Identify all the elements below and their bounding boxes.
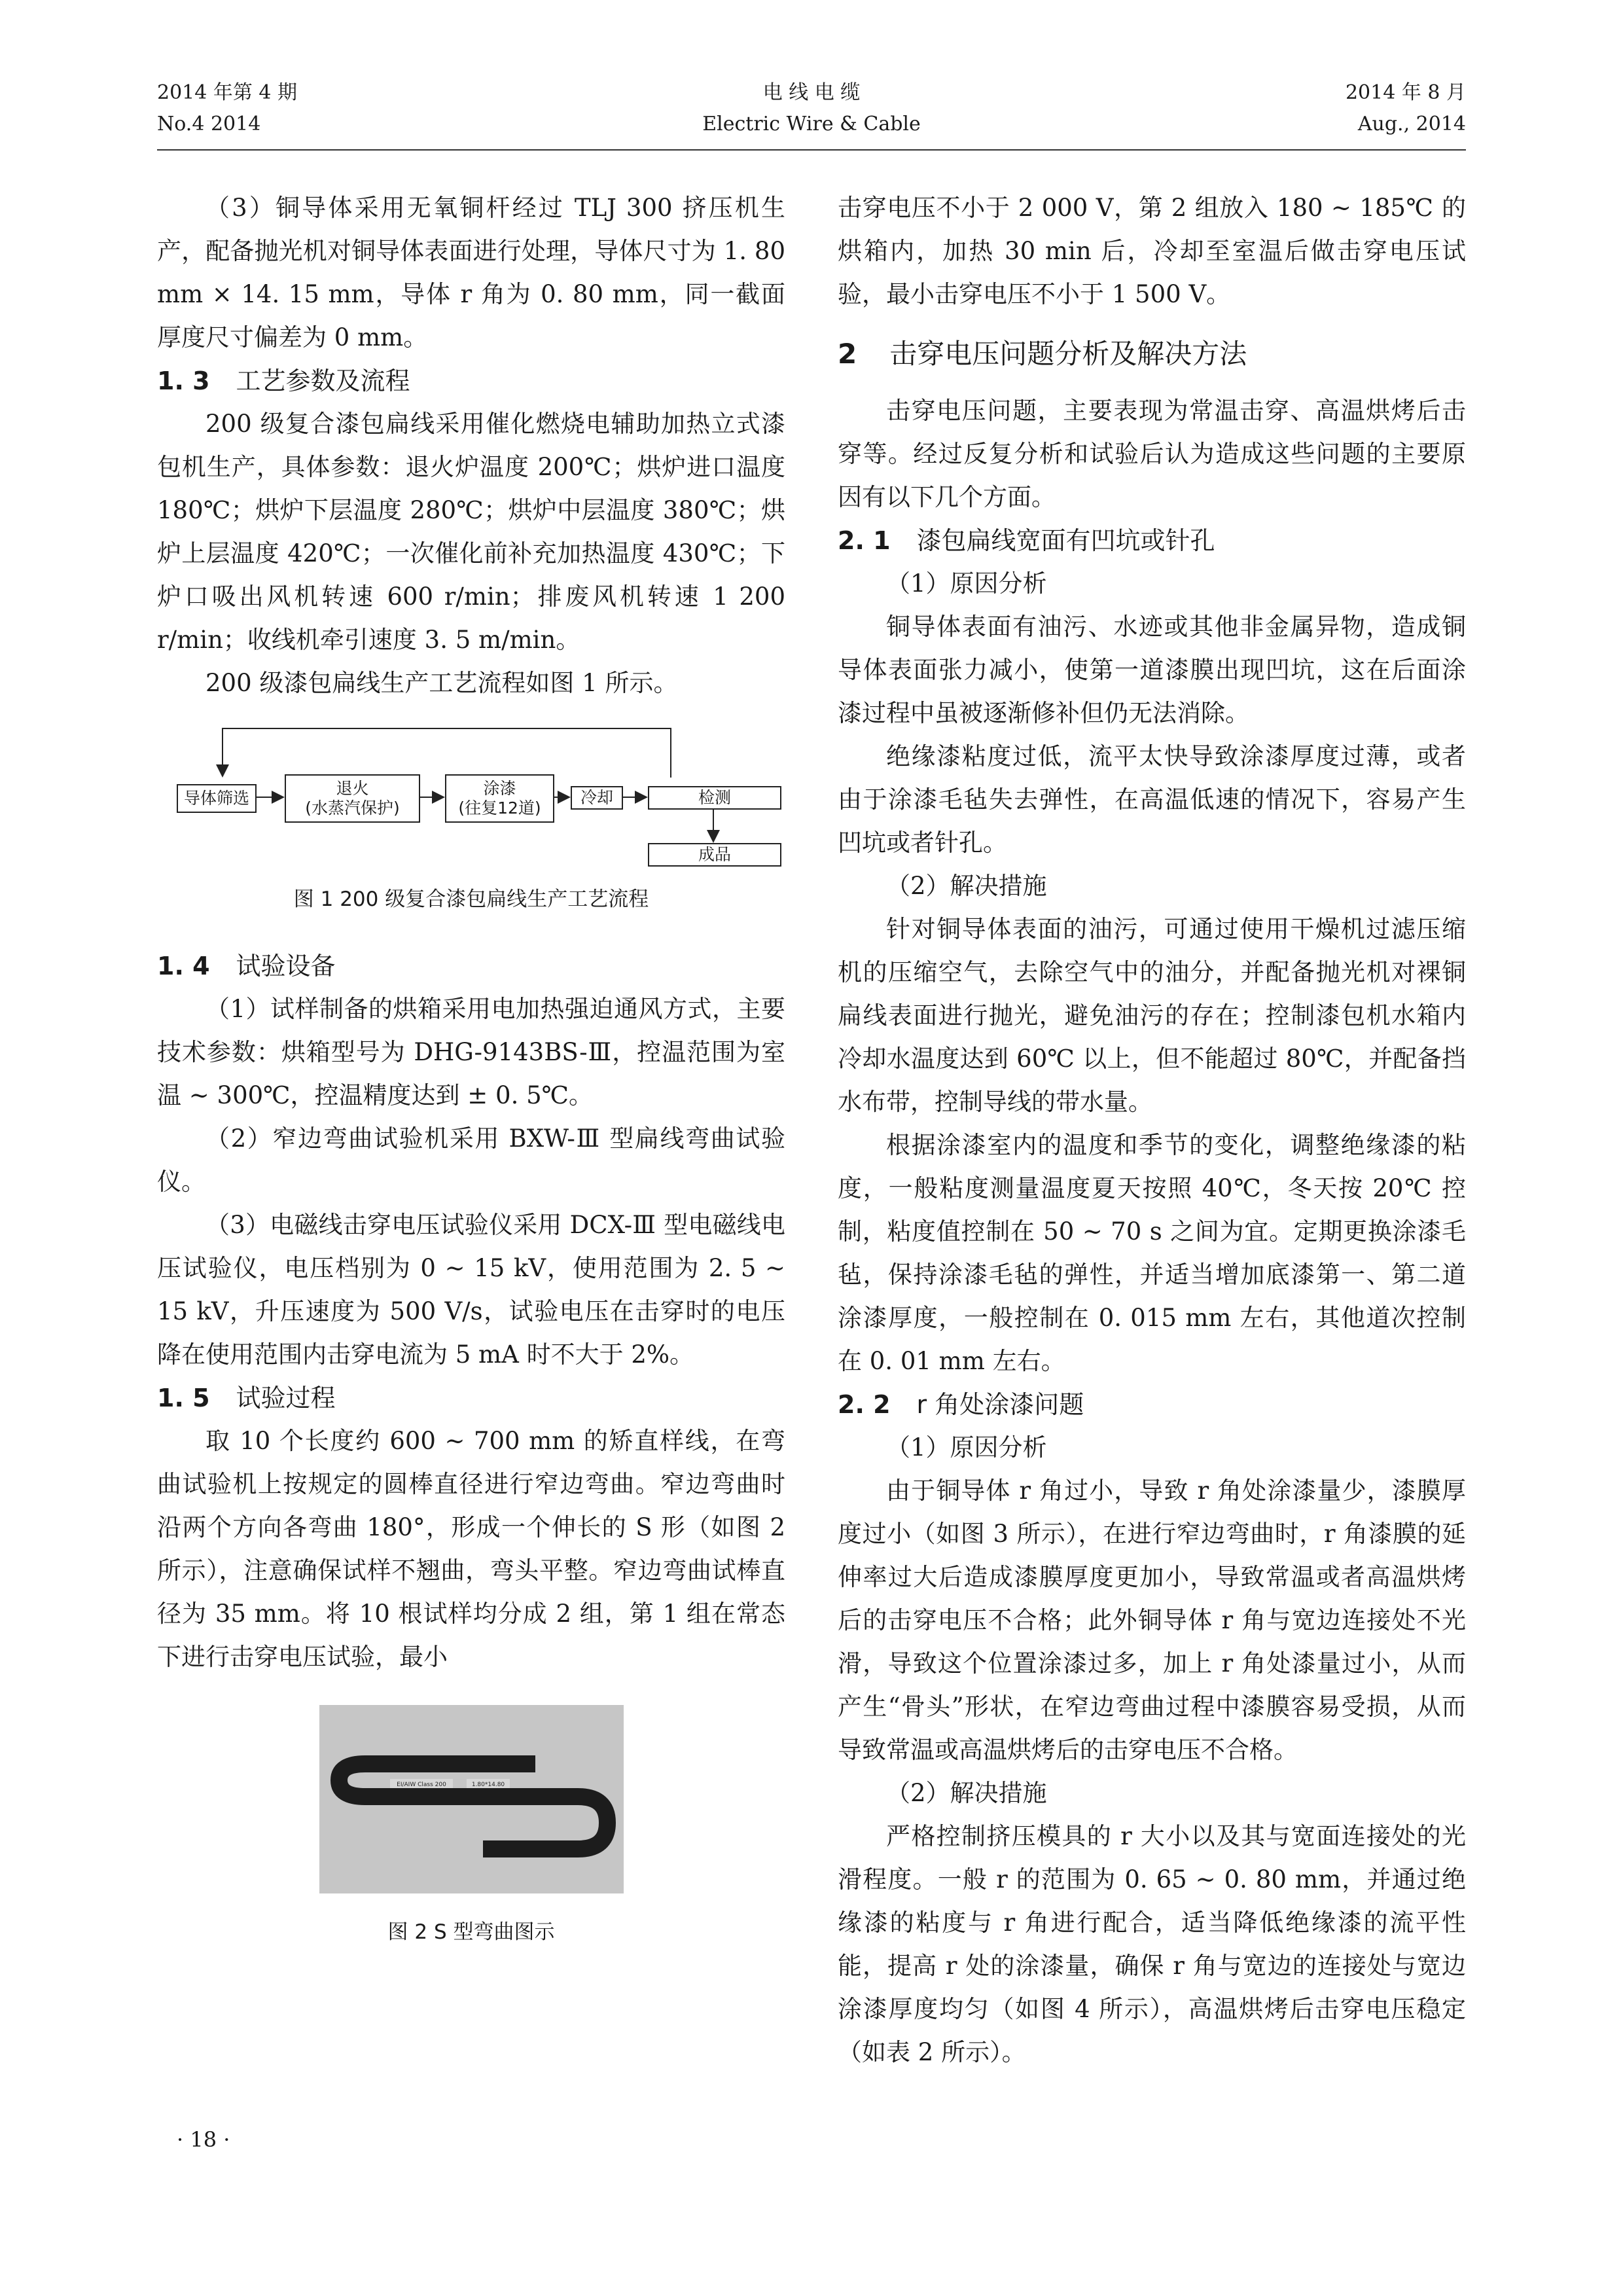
section-title: 漆包扁线宽面有凹坑或针孔	[916, 526, 1215, 555]
section-number: 2. 1	[838, 526, 891, 555]
journal-title: 电 线 电 缆	[762, 81, 861, 104]
paragraph-bend-tester: （2）窄边弯曲试验机采用 BXW-Ⅲ 型扁线弯曲试验仪。	[157, 1124, 785, 1196]
flow-sublabel: (水蒸汽保护)	[305, 798, 400, 817]
flow-label: 成品	[698, 845, 731, 864]
section-title: 击穿电压问题分析及解决方法	[889, 338, 1247, 370]
paragraph-continued: 击穿电压不小于 2 000 V，第 2 组放入 180 ~ 185℃ 的烘箱内，加热 30 min 后，冷却至室温后做击穿电压试验，最小击穿电压不小于 1 500 V。	[838, 194, 1466, 308]
figure-2-photo	[319, 1705, 624, 1893]
header-rule	[157, 149, 1466, 151]
flow-label: 冷却	[580, 788, 613, 807]
subheading-solution: （2）解决措施	[886, 872, 1047, 900]
right-column	[838, 187, 1466, 2074]
flow-box-annealing	[285, 774, 420, 823]
s-bend-sample-image	[319, 1705, 624, 1893]
section-title: 试验设备	[236, 952, 336, 980]
section-2-1-heading	[838, 519, 1466, 562]
subheading-cause-analysis: （1）原因分析	[886, 569, 1047, 598]
paragraph-voltage-tester: （3）电磁线击穿电压试验仪采用 DCX-Ⅲ 型电磁线电压试验仪，电压档别为 0 ~ 15 kV，使用范围为 2. 5 ~ 15 kV，升压速度为 500 V/s，试验电压在击穿时的电压降在使用范围内击穿电流为 5 mA 时不大于 2%。	[157, 1211, 785, 1369]
header-date: 2014 年 8 月	[1345, 81, 1466, 104]
flow-box-coating	[445, 774, 554, 823]
section-number: 1. 4	[157, 952, 210, 980]
paragraph-surface-contamination: 铜导体表面有油污、水迹或其他非金属异物，造成铜导体表面张力减小，使第一道漆膜出现凹坑，这在后面涂漆过程中虽被逐渐修补但仍无法消除。	[838, 613, 1466, 727]
subheading-cause-analysis: （1）原因分析	[886, 1433, 1047, 1462]
paragraph-conductor: （3）铜导体采用无氧铜杆经过 TLJ 300 挤压机生产，配备抛光机对铜导体表面进行处理，导体尺寸为 1. 80 mm × 14. 15 mm，导体 r 角为 0. 80 mm，同一截面厚度尺寸偏差为 0 mm。	[157, 194, 785, 351]
paragraph-test-procedure: 取 10 个长度约 600 ~ 700 mm 的矫直样线，在弯曲试验机上按规定的圆棒直径进行窄边弯曲。窄边弯曲时沿两个方向各弯曲 180°，形成一个伸长的 S 形（如图 2 所示），注意确保试样不翘曲，弯头平整。窄边弯曲试棒直径为 35 mm。将 10 根试样均分成 2 组，第 1 组在常态下进行击穿电压试验，最小	[157, 1427, 785, 1671]
flow-box-testing	[648, 786, 781, 810]
flow-sublabel: (往复12道)	[458, 798, 541, 817]
paragraph-r-corner-cause: 由于铜导体 r 角过小，导致 r 角处涂漆量少，漆膜厚度过小（如图 3 所示），在进行窄边弯曲时，r 角漆膜的延伸率过大后造成漆膜厚度更加小，导致常温或者高温烘烤后的击穿电压不合格；此外铜导体 r 角与宽边连接处不光滑，导致这个位置涂漆过多，加上 r 角处漆量过小，从而产生“骨头”形状，在窄边弯曲过程中漆膜容易受损，从而导致常温或高温烘烤后的击穿电压不合格。	[838, 1477, 1466, 1764]
paragraph-breakdown-intro: 击穿电压问题，主要表现为常温击穿、高温烘烤后击穿等。经过反复分析和试验后认为造成这些问题的主要原因有以下几个方面。	[838, 397, 1466, 511]
paragraph-low-viscosity: 绝缘漆粘度过低，流平太快导致涂漆厚度过薄，或者由于涂漆毛毡失去弹性，在高温低速的情况下，容易产生凹坑或者针孔。	[838, 742, 1466, 857]
flow-box-cooling	[571, 786, 623, 810]
section-title: r 角处涂漆问题	[916, 1390, 1084, 1419]
section-1-5-heading	[157, 1376, 785, 1420]
header-center	[157, 77, 1466, 140]
figure-1-caption: 图 1 200 级复合漆包扁线生产工艺流程	[293, 888, 649, 911]
section-number: 1. 5	[157, 1384, 210, 1412]
section-number: 1. 3	[157, 367, 210, 395]
flow-label: 涂漆	[483, 779, 516, 798]
section-number: 2	[838, 338, 857, 370]
flow-label: 导体筛选	[183, 789, 249, 808]
figure-1-flowchart	[157, 715, 785, 866]
header-issue: 2014 年第 4 期	[157, 81, 298, 104]
flow-label: 退火	[336, 779, 369, 798]
photo-label-class: EI/AIW Class 200	[396, 1782, 446, 1788]
section-1-3-heading	[157, 359, 785, 403]
paragraph-oven: （1）试样制备的烘箱采用电加热强迫通风方式，主要技术参数：烘箱型号为 DHG-9143BS-Ⅲ，控温范围为室温 ~ 300℃，控温精度达到 ± 0. 5℃。	[157, 995, 785, 1109]
paragraph-process-flow-ref: 200 级漆包扁线生产工艺流程如图 1 所示。	[205, 669, 678, 697]
journal-title-en: Electric Wire & Cable	[702, 113, 921, 135]
header-issue-en: No.4 2014	[157, 113, 261, 135]
header-date-en: Aug., 2014	[1357, 113, 1466, 135]
paragraph-oil-removal: 针对铜导体表面的油污，可通过使用干燥机过滤压缩机的压缩空气，去除空气中的油分，并配备抛光机对裸铜扁线表面进行抛光，避免油污的存在；控制漆包机水箱内冷却水温度达到 60℃ 以上，但不能超过 80℃，并配备挡水布带，控制导线的带水量。	[838, 915, 1466, 1116]
paragraph-viscosity-control: 根据涂漆室内的温度和季节的变化，调整绝缘漆的粘度，一般粘度测量温度夏天按照 40℃，冬天按 20℃ 控制，粘度值控制在 50 ~ 70 s 之间为宜。定期更换涂漆毛毡，保持涂漆毛毡的弹性，并适当增加底漆第一、第二道涂漆厚度，一般控制在 0. 015 mm 左右，其他道次控制在 0. 01 mm 左右。	[838, 1131, 1466, 1375]
paragraph-process-params: 200 级复合漆包扁线采用催化燃烧电辅助加热立式漆包机生产，具体参数：退火炉温度 200℃；烘炉进口温度 180℃；烘炉下层温度 280℃；烘炉中层温度 380℃；烘炉上层温度 420℃；一次催化前补充加热温度 430℃；下炉口吸出风机转速 600 r/min；排废风机转速 1 200 r/min；收线机牵引速度 3. 5 m/min。	[157, 410, 785, 654]
section-2-2-heading	[838, 1383, 1466, 1426]
left-column	[157, 187, 785, 1948]
flow-box-screening	[177, 784, 257, 813]
photo-label-size: 1.80*14.80	[471, 1782, 505, 1788]
section-title: 试验过程	[236, 1384, 336, 1412]
flow-box-product	[648, 843, 781, 867]
header-right	[1346, 77, 1466, 140]
section-2-heading	[838, 331, 1466, 378]
flow-label: 检测	[698, 788, 731, 807]
section-title: 工艺参数及流程	[236, 367, 410, 395]
figure-2-caption: 图 2 S 型弯曲图示	[387, 1920, 555, 1944]
section-number: 2. 2	[838, 1390, 891, 1419]
running-header	[157, 77, 1466, 156]
subheading-solution: （2）解决措施	[886, 1779, 1047, 1807]
section-1-4-heading	[157, 944, 785, 988]
page-number: · 18 ·	[177, 2127, 230, 2152]
paragraph-r-corner-solution: 严格控制挤压模具的 r 大小以及其与宽面连接处的光滑程度。一般 r 的范围为 0. 65 ~ 0. 80 mm，并通过绝缘漆的粘度与 r 角进行配合，适当降低绝缘漆的流平性能，提高 r 处的涂漆量，确保 r 角与宽边的连接处与宽边涂漆厚度均匀（如图 4 所示），高温烘烤后击穿电压稳定（如表 2 所示）。	[838, 1822, 1466, 2066]
